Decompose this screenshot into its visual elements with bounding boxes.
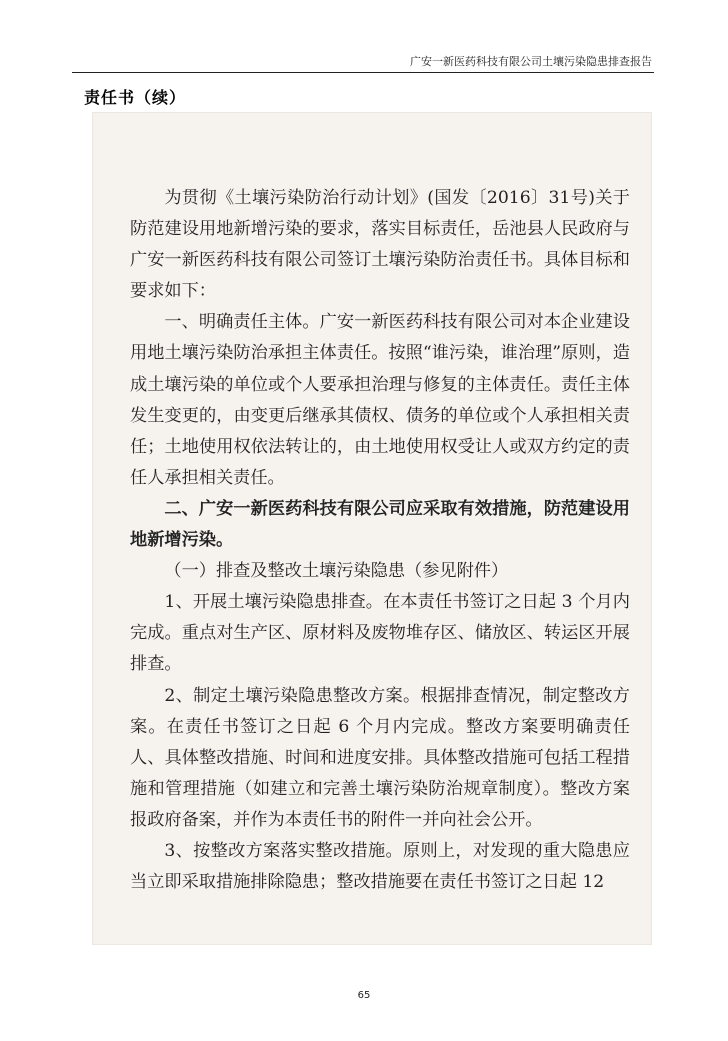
section-title: 责任书（续） xyxy=(84,88,187,107)
paragraph-item-2: 2、制定土壤污染隐患整改方案。根据排查情况，制定整改方案。在责任书签订之日起 6 个月内完成。整改方案要明确责任人、具体整改措施、时间和进度安排。具体整改措施可包括工程措施和管理措施（如建立和完善土壤污染防治规章制度）。整改方案报政府备案，并作为本责任书的附件一并向社会公开。 xyxy=(130,685,630,830)
document-body xyxy=(130,183,630,898)
paragraph-responsibility: 一、明确责任主体。广安一新医药科技有限公司对本企业建设用地土壤污染防治承担主体责任。按照“谁污染，谁治理”原则，造成土壤污染的单位或个人要承担治理与修复的主体责任。责任主体发生变更的，由变更后继承其债权、债务的单位或个人承担相关责任；土地使用权依法转让的，由土地使用权受让人或双方约定的责任人承担相关责任。 xyxy=(130,312,630,488)
paragraph-intro: 为贯彻《土壤污染防治行动计划》(国发〔2016〕31号)关于防范建设用地新增污染的要求，落实目标责任，岳池县人民政府与广安一新医药科技有限公司签订土壤污染防治责任书。具体目标和要求如下： xyxy=(130,188,630,302)
paragraph-subheading: （一）排查及整改土壤污染隐患（参见附件） xyxy=(164,561,509,582)
page-number: 65 xyxy=(357,990,371,1001)
header-rule xyxy=(72,72,654,73)
paragraph-item-1: 1、开展土壤污染隐患排查。在本责任书签订之日起 3 个月内完成。重点对生产区、原材料及废物堆存区、储放区、转运区开展排查。 xyxy=(130,592,630,675)
running-header: 广安一新医药科技有限公司土壤污染隐患排查报告 xyxy=(410,55,652,68)
paragraph-item-3: 3、按整改方案落实整改措施。原则上，对发现的重大隐患应当立即采取措施排除隐患；整改措施要在责任书签订之日起 12 xyxy=(130,840,630,893)
paragraph-measures-heading: 二、广安一新医药科技有限公司应采取有效措施，防范建设用地新增污染。 xyxy=(130,498,630,551)
